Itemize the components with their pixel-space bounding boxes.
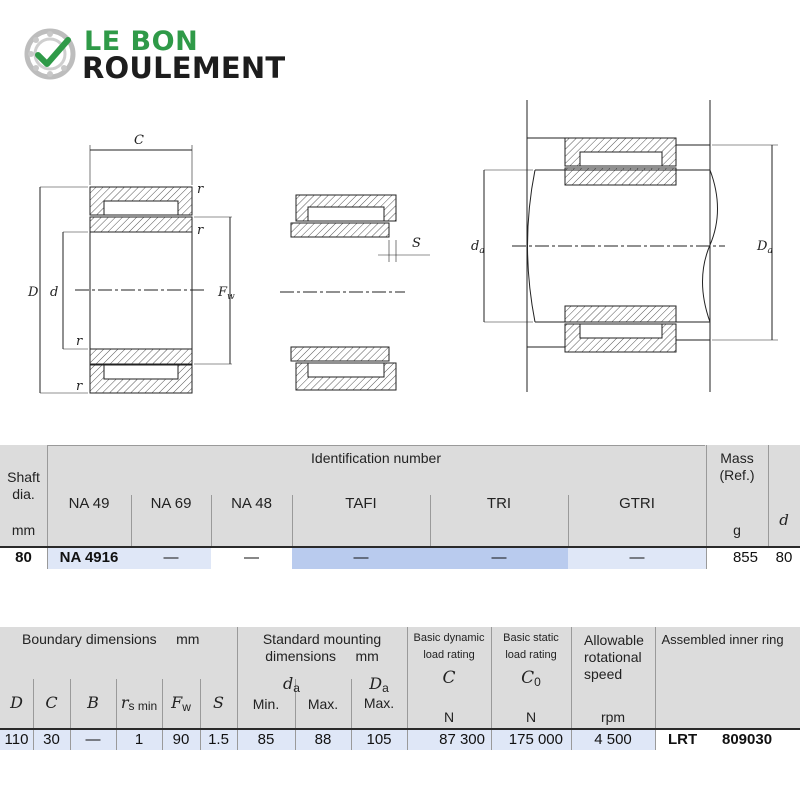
dimensions-table xyxy=(0,627,800,750)
col-da: da xyxy=(283,674,300,695)
row-D: 110 xyxy=(4,731,29,748)
identification-table xyxy=(0,445,800,569)
col-Fw: Fw xyxy=(171,693,191,714)
series-na69: NA 69 xyxy=(150,495,192,512)
series-na49: NA 49 xyxy=(68,495,110,512)
boundary-header: Boundary dimensions mm xyxy=(22,631,200,647)
col-D: D xyxy=(10,693,23,712)
row-tri: — xyxy=(491,549,507,566)
inner-ring-header: Assembled inner ring xyxy=(661,632,784,647)
bearing-mounting-view xyxy=(484,100,778,392)
dim-C-label: C xyxy=(134,133,144,148)
row-na69: — xyxy=(163,549,179,566)
static-unit: N xyxy=(525,709,537,725)
mass-header: Mass (Ref.) xyxy=(719,450,755,483)
dynamic-load-header: Basic dynamic load rating xyxy=(413,632,485,662)
row-gtri: — xyxy=(629,549,645,566)
shaft-unit: mm xyxy=(11,522,36,538)
row-Fw: 90 xyxy=(172,731,190,748)
row-C: 30 xyxy=(43,731,60,748)
dim-S-label: S xyxy=(412,236,421,251)
row-mass: 855 xyxy=(732,549,758,566)
mass-unit: g xyxy=(733,522,741,538)
row-d: 80 xyxy=(775,549,793,566)
static-symbol: C0 xyxy=(521,668,541,689)
series-na48: NA 48 xyxy=(231,495,272,512)
row-tafi: — xyxy=(353,549,369,566)
identification-header: Identification number xyxy=(311,450,441,466)
dim-da-label: $d_a$ xyxy=(471,239,485,256)
row-na49: NA 4916 xyxy=(59,549,119,566)
logo-line1: LE BON xyxy=(84,26,199,57)
row-dynamic: 87 300 xyxy=(439,731,485,748)
static-load-header: Basic static load rating xyxy=(503,632,559,662)
dim-r-label-1: r xyxy=(197,182,204,197)
mounting-header: Standard mounting dimensions mm xyxy=(262,631,382,664)
row-ring-prefix: LRT xyxy=(668,731,698,748)
speed-unit: rpm xyxy=(600,709,626,725)
col-max: Max. xyxy=(307,696,339,712)
col-S: S xyxy=(213,693,224,712)
dim-r-label-4: r xyxy=(76,379,83,394)
shaft-header: Shaft dia. xyxy=(7,469,40,502)
speed-header: Allowable rotational speed xyxy=(584,632,644,682)
row-S: 1.5 xyxy=(208,731,229,748)
logo-line2: ROULEMENT xyxy=(82,51,286,85)
bearing-drawing xyxy=(0,95,800,405)
dim-Da-label: $D_a$ xyxy=(757,239,773,256)
row-min: 85 xyxy=(257,731,275,748)
col-C: C xyxy=(45,693,58,712)
col-B: B xyxy=(87,693,99,712)
dim-d-label: d xyxy=(50,285,59,300)
series-tri: TRI xyxy=(486,495,512,512)
dynamic-symbol: C xyxy=(442,668,456,688)
row-Da-max: 105 xyxy=(366,731,392,748)
row-na48: — xyxy=(244,549,259,566)
bearing-without-inner-ring-view xyxy=(280,195,430,390)
bearing-check-icon xyxy=(24,28,76,80)
series-tafi: TAFI xyxy=(345,495,377,512)
row-shaft: 80 xyxy=(15,549,32,566)
col-min: Min. xyxy=(252,696,280,712)
dim-r-label-3: r xyxy=(76,334,83,349)
dim-D-label: D xyxy=(28,285,39,300)
row-B: — xyxy=(85,731,101,748)
row-ring-code: 809030 xyxy=(722,731,773,748)
dim-Fw-label: $F_w$ xyxy=(218,285,235,302)
row-max: 88 xyxy=(314,731,332,748)
d-header: d xyxy=(779,511,789,529)
row-static: 175 000 xyxy=(508,731,563,748)
dim-r-label-2: r xyxy=(197,223,204,238)
row-rs: 1 xyxy=(134,731,144,748)
dynamic-unit: N xyxy=(443,709,455,725)
series-gtri: GTRI xyxy=(619,495,655,512)
row-speed: 4 500 xyxy=(594,731,632,748)
col-rs: rs min xyxy=(120,693,158,713)
col-Da: Da Max. xyxy=(363,674,395,712)
